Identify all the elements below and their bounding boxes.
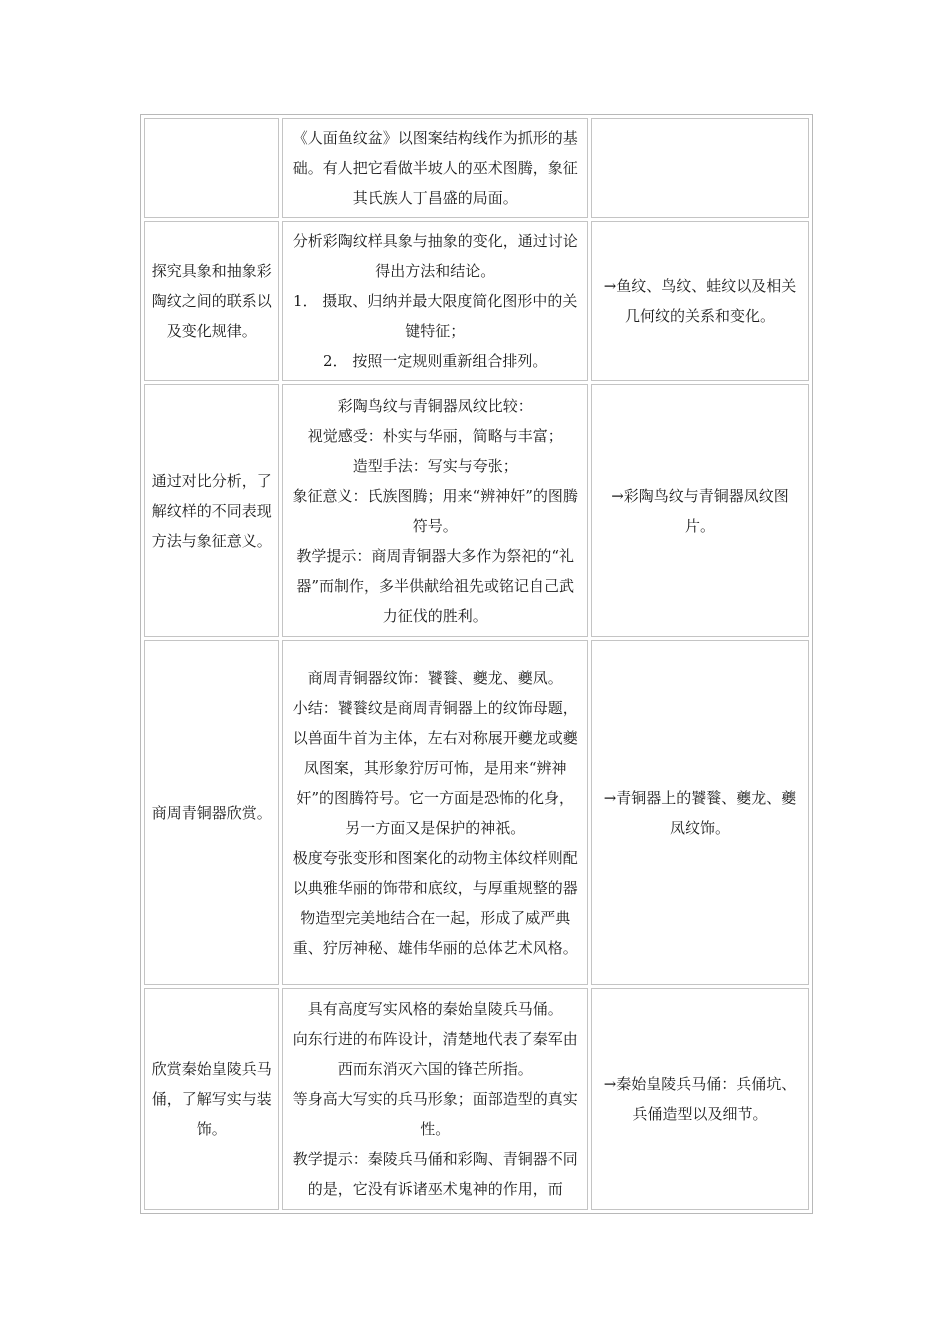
objective-cell: 通过对比分析，了解纹样的不同表现方法与象征意义。 (144, 384, 279, 637)
content-paragraph: 造型手法：写实与夸张； (352, 456, 518, 475)
table-row (144, 384, 809, 637)
content-cell (282, 118, 588, 218)
table-row (144, 118, 809, 218)
content-paragraph: 视觉感受：朴实与华丽，简略与丰富； (307, 426, 563, 445)
objective-cell: 欣赏秦始皇陵兵马俑，了解写实与装饰。 (144, 988, 279, 1210)
table-row (144, 640, 809, 985)
media-cell: →秦始皇陵兵马俑：兵俑坑、兵俑造型以及细节。 (591, 988, 809, 1210)
content-paragraph: 小结：饕餮纹是商周青铜器上的纹饰母题，以兽面牛首为主体，左右对称展开夔龙或夔凤图案，其形象狞厉可怖，是用来“辨神奸”的图腾符号。它一方面是恐怖的化身，另一方面又是保护的神祇。 (292, 698, 578, 837)
table-row (144, 221, 809, 381)
content-paragraph: 2． 按照一定规则重新组合排列。 (323, 352, 548, 370)
media-cell (591, 118, 809, 218)
media-cell: →青铜器上的饕餮、夔龙、夔凤纹饰。 (591, 640, 809, 985)
media-cell: →鱼纹、鸟纹、蛙纹以及相关几何纹的关系和变化。 (591, 221, 809, 381)
content-paragraph: 具有高度写实风格的秦始皇陵兵马俑。 (307, 1000, 563, 1018)
media-cell: →彩陶鸟纹与青铜器凤纹图片。 (591, 384, 809, 637)
table-row (144, 988, 809, 1210)
content-cell (282, 640, 588, 985)
content-paragraph: 1． 摄取、归纳并最大限度简化图形中的关键特征； (293, 292, 578, 340)
content-cell (282, 988, 588, 1210)
content-paragraph: 教学提示：秦陵兵马俑和彩陶、青铜器不同的是，它没有诉诸巫术鬼神的作用，而 (292, 1150, 578, 1198)
objective-cell: 商周青铜器欣赏。 (144, 640, 279, 985)
objective-cell: 探究具象和抽象彩陶纹之间的联系以及变化规律。 (144, 221, 279, 381)
content-paragraph: 教学提示：商周青铜器大多作为祭祀的“礼器”而制作，多半供献给祖先或铭记自己武力征伐的胜利。 (296, 546, 575, 625)
objective-cell (144, 118, 279, 218)
content-paragraph: 等身高大写实的兵马形象；面部造型的真实性。 (292, 1090, 578, 1138)
content-paragraph: 《人面鱼纹盆》以图案结构线作为抓形的基础。有人把它看做半坡人的巫术图腾，象征其氏族人丁昌盛的局面。 (292, 129, 578, 207)
content-paragraph: 商周青铜器纹饰：饕餮、夔龙、夔凤。 (307, 668, 563, 687)
content-paragraph: 彩陶鸟纹与青铜器凤纹比较： (337, 396, 533, 415)
content-paragraph: 分析彩陶纹样具象与抽象的变化，通过讨论得出方法和结论。 (292, 232, 578, 280)
content-cell (282, 384, 588, 637)
content-cell (282, 221, 588, 381)
content-paragraph: 向东行进的布阵设计，清楚地代表了秦军由西而东消灭六国的锋芒所指。 (292, 1030, 578, 1078)
lesson-plan-table (140, 114, 813, 1214)
content-paragraph: 象征意义：氏族图腾；用来“辨神奸”的图腾符号。 (292, 486, 578, 535)
content-paragraph: 极度夸张变形和图案化的动物主体纹样则配以典雅华丽的饰带和底纹，与厚重规整的器物造型完美地结合在一起，形成了威严典重、狞厉神秘、雄伟华丽的总体艺术风格。 (292, 848, 578, 957)
